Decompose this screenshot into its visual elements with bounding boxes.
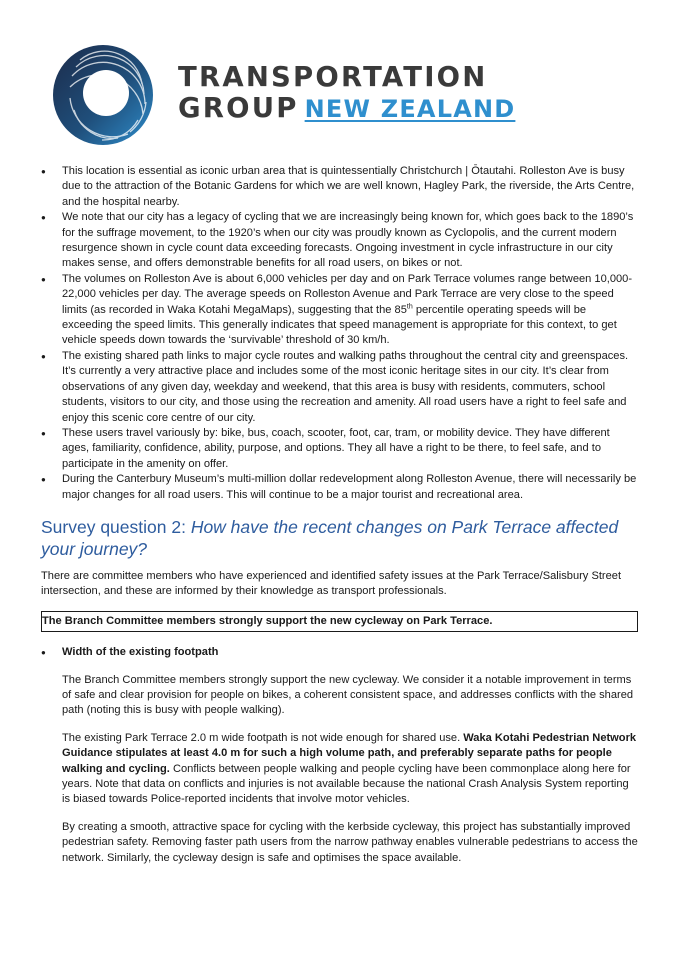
list-item: ● The existing shared path links to major cycle routes and walking paths throughout the central city and greenspaces. It’s currently a very attractive place and includes some of the most iconic heritage sites in our city. It’s clear from observations of any given day, weekday and weekend, that this area is busy with residents, commuters, school students, visitors to our city, and those using the recreation and amenity. All road users have a right to feel safe and enjoy this scenic core centre of our city. bbox=[41, 349, 638, 426]
intro-paragraph: There are committee members who have experienced and identified safety issues at the Park Terrace/Salisbury Street intersection, and these are informed by their knowledge as transport professionals. bbox=[41, 569, 622, 598]
paragraph: By creating a smooth, attractive space for cycling with the kerbside cycleway, this project has substantially improved pedestrian safety. Removing faster path users from the narrow pathway enables vulnerable pedestrians to access the network. Similarly, the cycleway design is safe and optimises the space available. bbox=[62, 820, 638, 864]
paragraph-text: Conflicts between people walking and people cycling have been commonplace along here for years. Note that data on conflicts and injuries is not available because the national Crash Analysis System reporting is biased towards Police-reported incidents that involve motor vehicles. bbox=[62, 762, 631, 806]
bullet-text: The volumes on Rolleston Ave is about 6,000 vehicles per day and on Park Terrace volumes range between 10,000-22,000 vehicles per day. The average speeds on Rolleston Avenue and Park Terrace are very close to the speed limits (as recorded in Waka Kotahi MegaMaps), suggesting that the 85 bbox=[62, 272, 633, 316]
list-item: ● This location is essential as iconic urban area that is quintessentially Christchurch | Ōtautahi. Rolleston Ave is busy due to the attraction of the Botanic Gardens for which we are well known, Hagley Park, the riverside, the Arts Centre, and the hospital nearby. bbox=[41, 164, 638, 210]
list-item bbox=[41, 272, 638, 349]
list-item: ● These users travel variously by: bike, bus, coach, scooter, foot, car, tram, or mobility device. They have different ages, familiarity, confidence, ability, purpose, and options. They all have a right to be there, to feel safe, and to participate in the amenity on offer. bbox=[41, 426, 638, 472]
survey-prefix: Survey question 2: bbox=[41, 516, 191, 537]
ring-logo-icon bbox=[50, 42, 156, 148]
bullet-list bbox=[41, 164, 638, 503]
org-name bbox=[178, 62, 515, 125]
boxed-statement: The Branch Committee members strongly support the new cycleway on Park Terrace. bbox=[41, 611, 638, 632]
bullet-text: percentile operating speeds will be exceeding the speed limits. This generally indicates that speed management is appropriate for this context, to get vehicle speeds down towards the ‘survivable’ threshold of 30 km/h. bbox=[62, 303, 617, 347]
org-logo bbox=[50, 42, 520, 148]
survey-question: How have the recent changes on Park Terrace affected your journey? bbox=[41, 516, 619, 559]
document-body bbox=[41, 164, 638, 866]
subheading: ● Width of the existing footpath bbox=[41, 645, 638, 660]
paragraph-text: The existing Park Terrace 2.0 m wide footpath is not wide enough for shared use. bbox=[62, 731, 464, 744]
paragraph: The Branch Committee members strongly support the new cycleway. We consider it a notable improvement in terms of safe and clear provision for people on bikes, a coherent consistent space, and addresses conflicts with the shared path (noting this is busy with people walking). bbox=[62, 673, 634, 717]
org-name-new-zealand: NEW ZEALAND bbox=[304, 95, 516, 123]
org-name-group: GROUP bbox=[178, 92, 299, 124]
section-heading bbox=[41, 516, 638, 560]
paragraph bbox=[41, 731, 638, 808]
list-item: ● During the Canterbury Museum’s multi-million dollar redevelopment along Rolleston Avenue, there will necessarily be major changes for all road users. This will continue to be a major tourist and recreational area. bbox=[41, 472, 638, 503]
bold-text: Waka Kotahi Pedestrian Network Guidance stipulates at least 4.0 m for such a high volume path, and preferably separate paths for people walking and cycling. bbox=[62, 731, 637, 775]
superscript: th bbox=[406, 302, 413, 310]
org-name-line2 bbox=[178, 93, 515, 125]
list-item: ● We note that our city has a legacy of cycling that we are increasingly being known for, which goes back to the 1890’s for the suffrage movement, to the 1920’s when our city was proudly known as Cyclopolis, and the current modern resurgence shown in cycle count data exceeding forecasts. Ongoing investment in cycle infrastructure in our city makes sense, and offers demonstrable benefits for all road users, on bikes or not. bbox=[41, 210, 638, 272]
org-name-line1: TRANSPORTATION bbox=[178, 61, 488, 93]
